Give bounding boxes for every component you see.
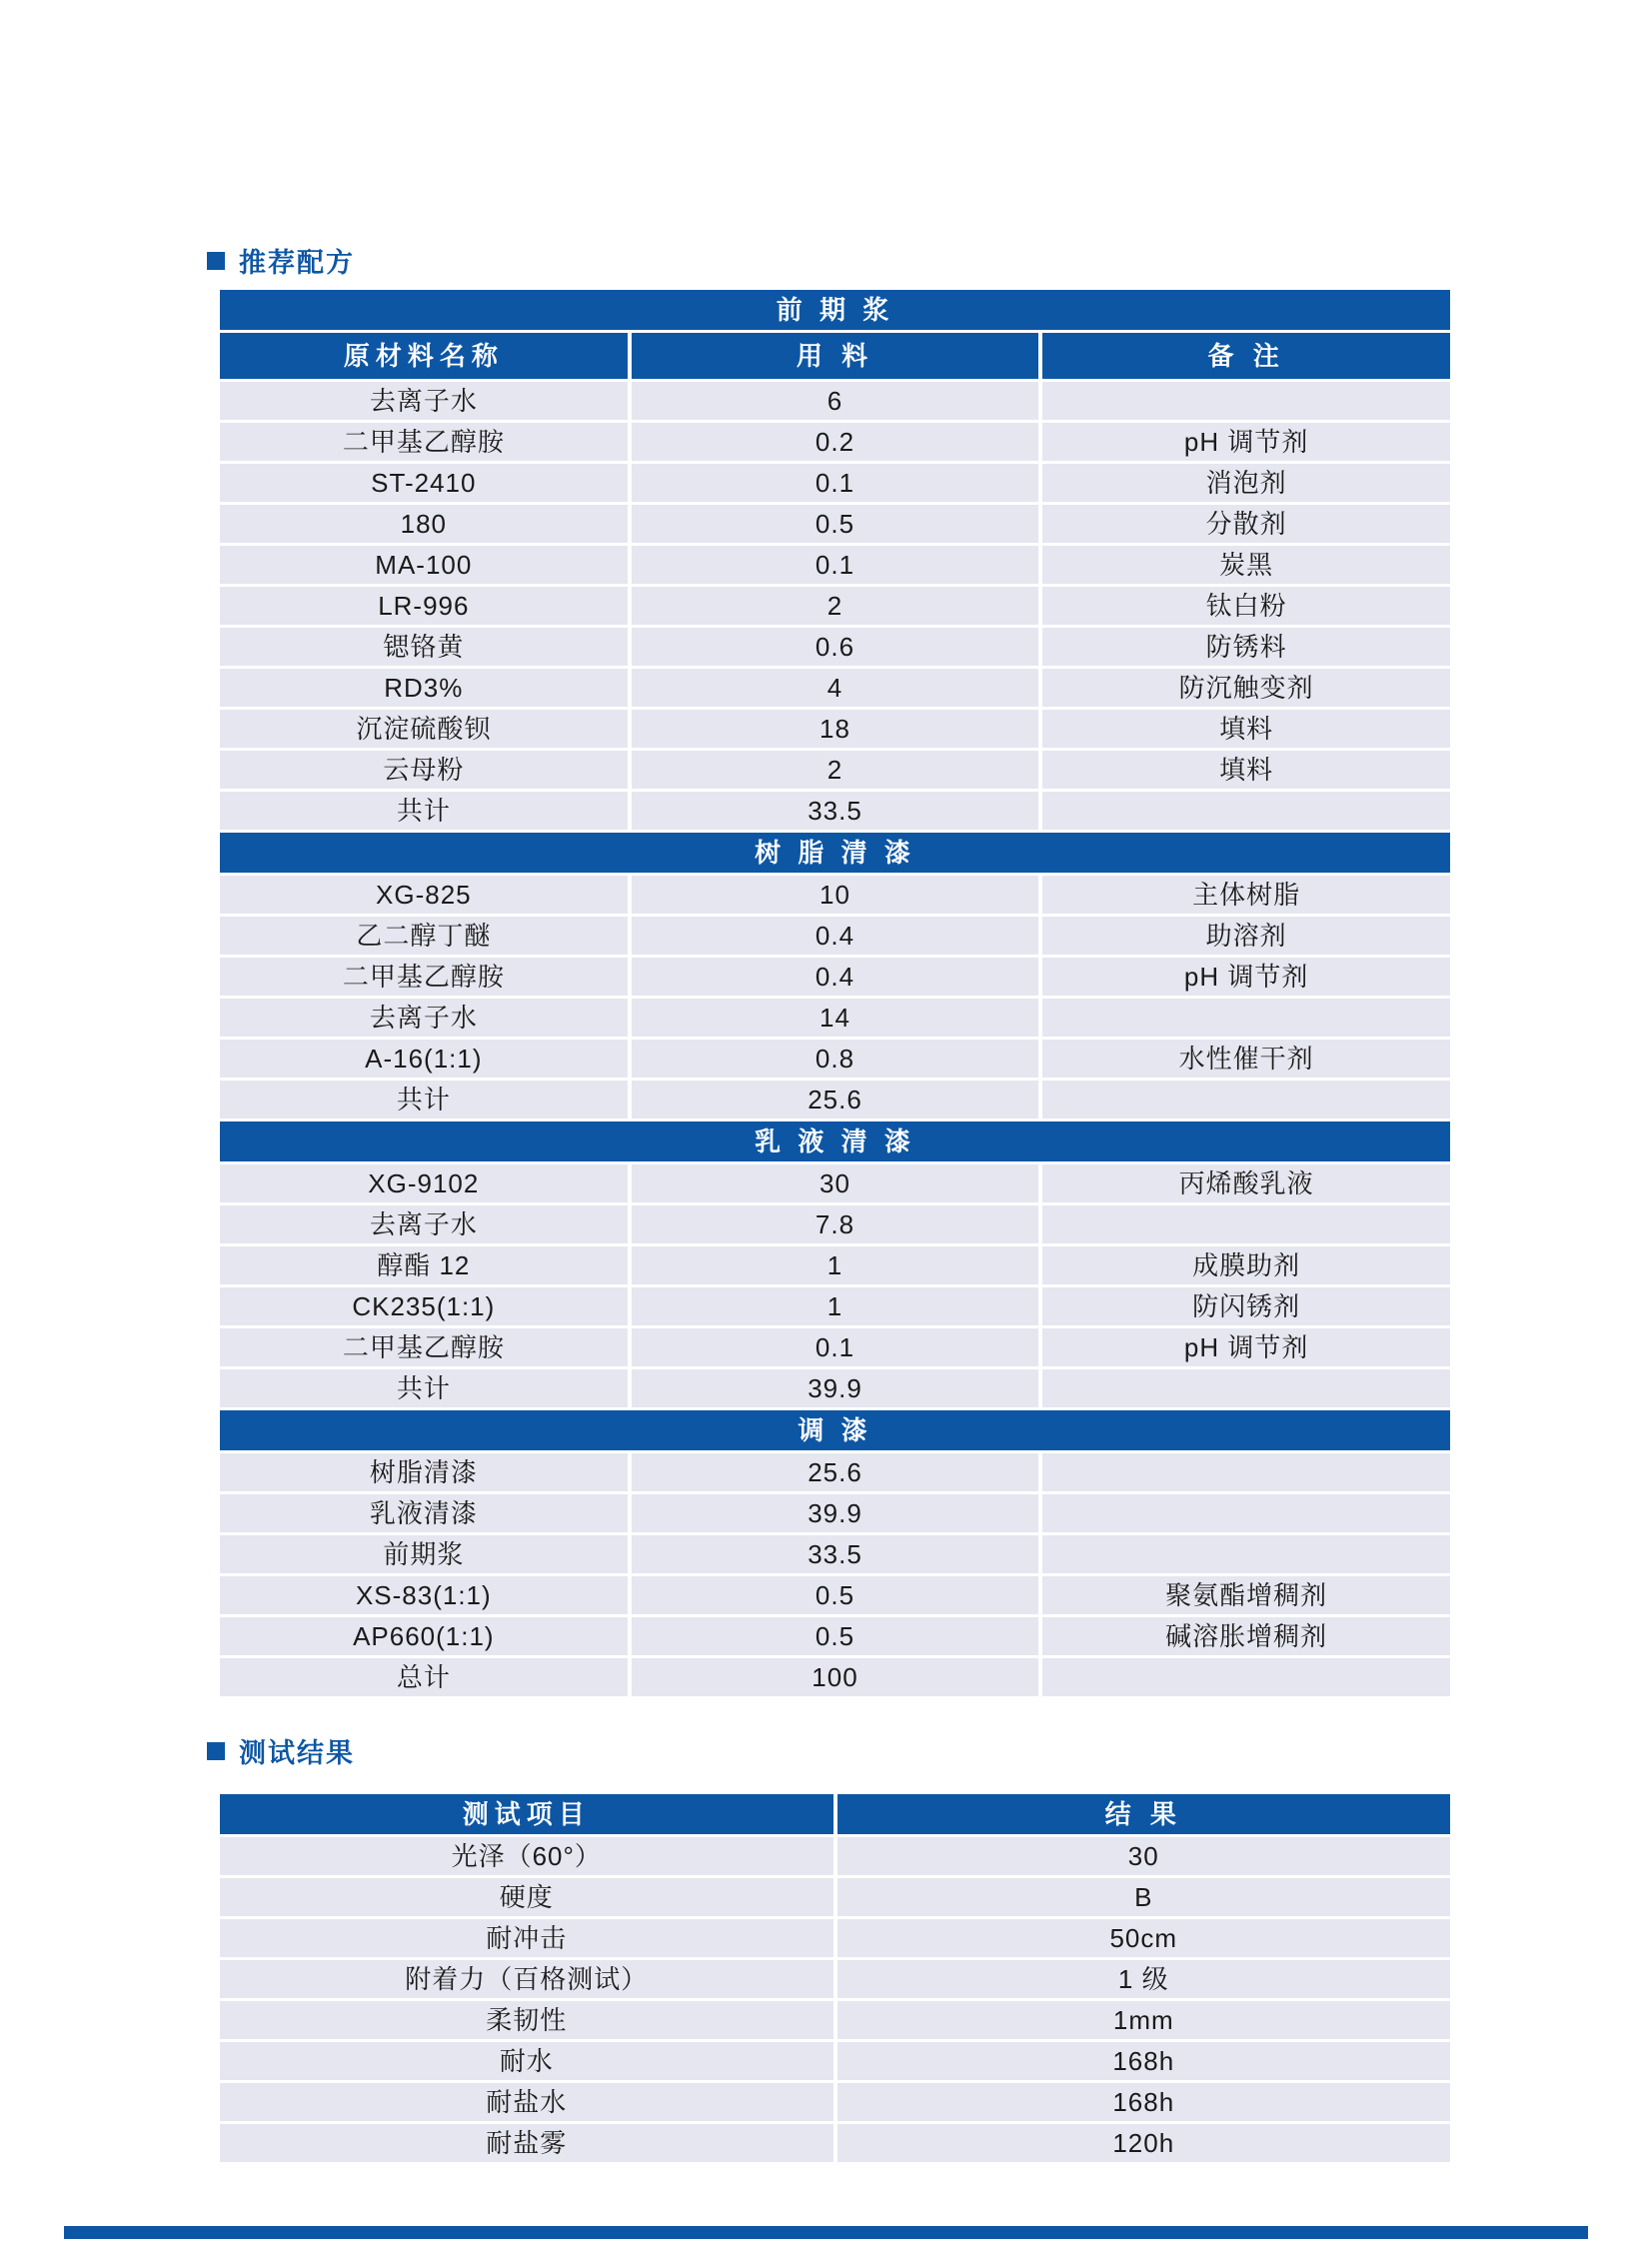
table-cell: 光泽（60°） [220,1837,833,1875]
table-cell: A-16(1:1) [220,1040,628,1078]
table-cell: 填料 [1042,751,1450,789]
table-cell: 水性催干剂 [1042,1040,1450,1078]
table-cell: 乳液清漆 [220,1494,628,1532]
table-cell: 0.6 [632,628,1039,666]
table-cell: 33.5 [632,792,1039,830]
table-cell [1042,1658,1450,1696]
table-cell: 醇酯 12 [220,1246,628,1284]
table-cell: 7.8 [632,1205,1039,1243]
table-cell: 0.8 [632,1040,1039,1078]
table-cell: 168h [837,2042,1451,2080]
table-cell: 1mm [837,2001,1451,2039]
table-cell: LR-996 [220,587,628,625]
table-cell: 耐盐水 [220,2083,833,2121]
table-cell: 分散剂 [1042,505,1450,543]
square-bullet-icon [207,1742,225,1760]
table-cell: XG-9102 [220,1164,628,1202]
table-cell: 0.1 [632,1328,1039,1366]
table-cell: 主体树脂 [1042,876,1450,914]
table-cell: 4 [632,669,1039,707]
section-band: 调 漆 [220,1410,1450,1450]
table-cell: 6 [632,382,1039,420]
table-cell: 二甲基乙醇胺 [220,958,628,996]
table-cell: 去离子水 [220,999,628,1037]
formula-section-title-text: 推荐配方 [239,248,355,278]
table-cell: pH 调节剂 [1042,1328,1450,1366]
table-cell: 去离子水 [220,1205,628,1243]
table-cell: 树脂清漆 [220,1453,628,1491]
table-cell: 39.9 [632,1369,1039,1407]
section-band: 乳 液 清 漆 [220,1122,1450,1161]
table-cell: 附着力（百格测试） [220,1960,833,1998]
table-cell: 共计 [220,1081,628,1119]
table-cell: 180 [220,505,628,543]
table-cell: 炭黑 [1042,546,1450,584]
table-cell: 聚氨酯增稠剂 [1042,1576,1450,1614]
table-cell: 耐水 [220,2042,833,2080]
table-cell: 0.2 [632,423,1039,461]
table-cell [1042,1205,1450,1243]
column-header: 结 果 [837,1794,1451,1834]
table-cell: 25.6 [632,1081,1039,1119]
table-cell: 25.6 [632,1453,1039,1491]
square-bullet-icon [207,252,225,270]
table-cell: 前期浆 [220,1535,628,1573]
table-cell: 共计 [220,792,628,830]
table-cell: B [837,1878,1451,1916]
table-cell: 碱溶胀增稠剂 [1042,1617,1450,1655]
table-cell [1042,792,1450,830]
formula-table [220,290,1450,1696]
section-band: 前 期 浆 [220,290,1450,330]
table-cell: 防沉触变剂 [1042,669,1450,707]
table-cell: AP660(1:1) [220,1617,628,1655]
results-section-title [207,1731,355,1770]
table-cell [1042,1494,1450,1532]
column-header: 原材料名称 [220,333,628,379]
table-cell: 0.5 [632,505,1039,543]
table-cell: 云母粉 [220,751,628,789]
table-cell: 去离子水 [220,382,628,420]
table-cell: 18 [632,710,1039,748]
table-cell: 1 [632,1287,1039,1325]
table-cell: MA-100 [220,546,628,584]
table-cell: 30 [837,1837,1451,1875]
table-cell: 100 [632,1658,1039,1696]
column-header: 用 料 [632,333,1039,379]
results-section-title-text: 测试结果 [239,1738,355,1768]
formula-section-title [207,241,355,280]
table-cell: 0.4 [632,958,1039,996]
table-cell: 柔韧性 [220,2001,833,2039]
column-header: 测试项目 [220,1794,833,1834]
table-cell: 填料 [1042,710,1450,748]
table-cell: 0.5 [632,1576,1039,1614]
table-cell: 0.1 [632,464,1039,502]
table-cell: 成膜助剂 [1042,1246,1450,1284]
footer-bar [64,2226,1588,2239]
table-cell: CK235(1:1) [220,1287,628,1325]
table-cell: 二甲基乙醇胺 [220,1328,628,1366]
table-cell: 1 [632,1246,1039,1284]
table-cell: 消泡剂 [1042,464,1450,502]
table-cell [1042,1081,1450,1119]
table-cell: 33.5 [632,1535,1039,1573]
table-cell: 120h [837,2124,1451,2162]
table-cell: 30 [632,1164,1039,1202]
table-cell: 锶铬黄 [220,628,628,666]
section-band: 树 脂 清 漆 [220,833,1450,873]
table-cell: 1 级 [837,1960,1451,1998]
table-cell [1042,999,1450,1037]
table-cell: 0.5 [632,1617,1039,1655]
table-cell: 钛白粉 [1042,587,1450,625]
table-cell: 防闪锈剂 [1042,1287,1450,1325]
table-cell: 168h [837,2083,1451,2121]
column-header: 备 注 [1042,333,1450,379]
table-cell: 2 [632,751,1039,789]
results-table [220,1794,1450,2162]
table-cell: 总计 [220,1658,628,1696]
table-cell: 耐盐雾 [220,2124,833,2162]
table-cell: RD3% [220,669,628,707]
table-cell: 丙烯酸乳液 [1042,1164,1450,1202]
table-cell [1042,1369,1450,1407]
table-cell: pH 调节剂 [1042,958,1450,996]
table-cell: 防锈料 [1042,628,1450,666]
table-cell [1042,382,1450,420]
table-cell: 50cm [837,1919,1451,1957]
table-cell: 14 [632,999,1039,1037]
table-cell: 0.1 [632,546,1039,584]
table-cell: 共计 [220,1369,628,1407]
table-cell: 2 [632,587,1039,625]
table-cell: 二甲基乙醇胺 [220,423,628,461]
table-cell: 0.4 [632,917,1039,955]
table-cell: 助溶剂 [1042,917,1450,955]
table-cell [1042,1453,1450,1491]
table-cell: 10 [632,876,1039,914]
table-cell: 沉淀硫酸钡 [220,710,628,748]
table-cell: 耐冲击 [220,1919,833,1957]
table-cell: XS-83(1:1) [220,1576,628,1614]
table-cell [1042,1535,1450,1573]
table-cell: XG-825 [220,876,628,914]
table-cell: ST-2410 [220,464,628,502]
table-cell: pH 调节剂 [1042,423,1450,461]
table-cell: 乙二醇丁醚 [220,917,628,955]
table-cell: 硬度 [220,1878,833,1916]
table-cell: 39.9 [632,1494,1039,1532]
